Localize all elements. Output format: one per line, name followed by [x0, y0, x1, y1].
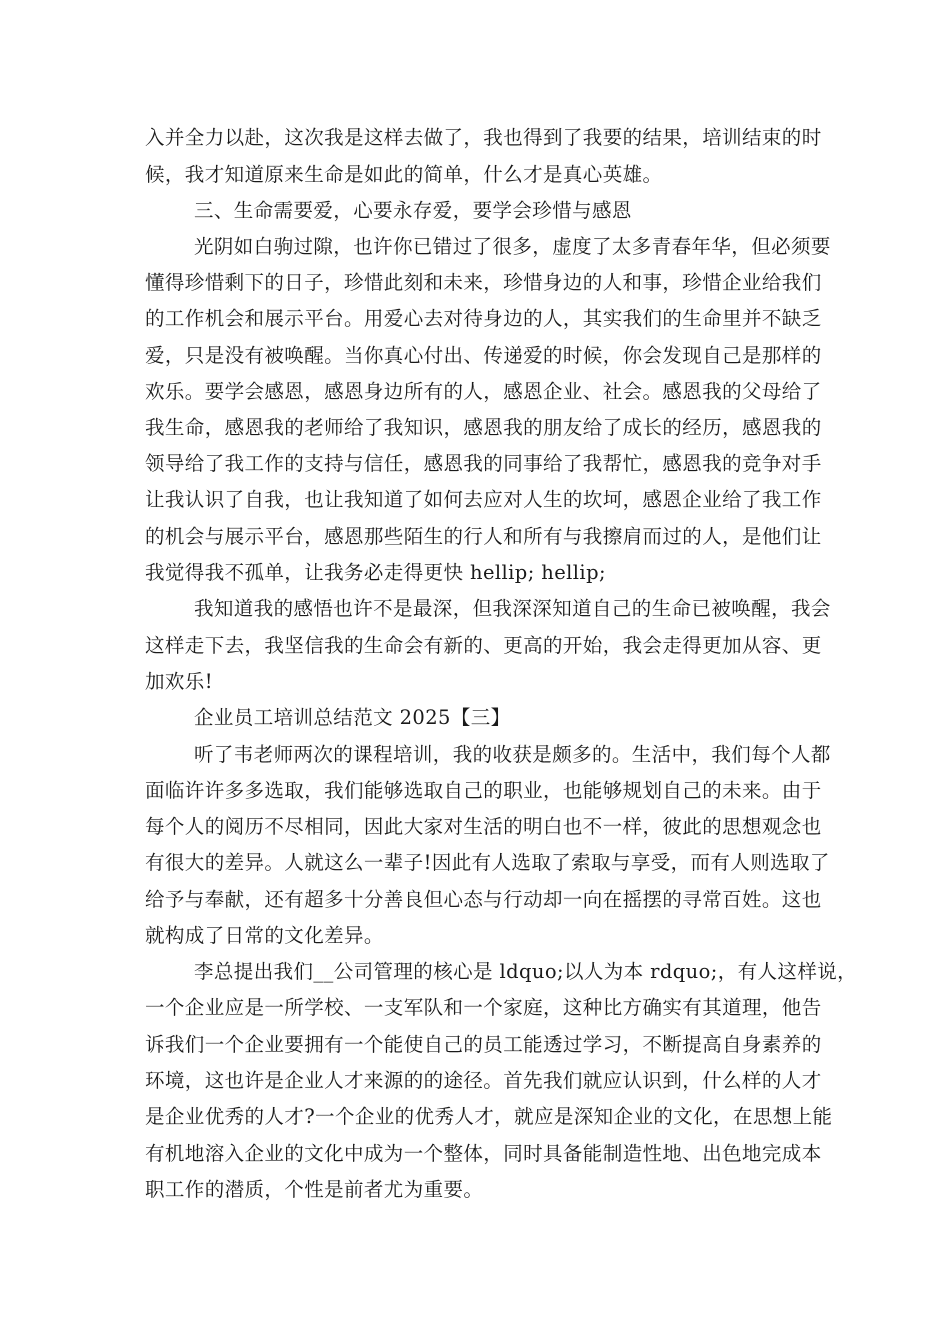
section-heading: 三、生命需要爱，心要永存爱，要学会珍惜与感恩 [194, 199, 632, 222]
text-line: 就构成了日常的文化差异。 [145, 924, 384, 947]
text-line: 是企业优秀的人才?一个企业的优秀人才，就应是深知企业的文化，在思想上能 [145, 1105, 833, 1128]
text-line: 有机地溶入企业的文化中成为一个整体，同时具备能制造性地、出色地完成本 [145, 1142, 822, 1165]
text-line: 的机会与展示平台，感恩那些陌生的行人和所有与我擦肩而过的人，是他们让 [145, 525, 822, 548]
text-line: 面临许许多多选取，我们能够选取自己的职业，也能够规划自己的未来。由于 [145, 779, 822, 802]
text-line: 候，我才知道原来生命是如此的简单，什么才是真心英雄。 [145, 163, 663, 186]
text-line: 加欢乐! [145, 670, 213, 693]
text-line: 的工作机会和展示平台。用爱心去对待身边的人，其实我们的生命里并不缺乏 [145, 307, 822, 330]
text-line: 欢乐。要学会感恩，感恩身边所有的人，感恩企业、社会。感恩我的父母给了 [145, 380, 822, 403]
text-line: 我觉得我不孤单，让我务必走得更快 hellip; hellip; [145, 561, 606, 584]
text-line: 有很大的差异。人就这么一辈子!因此有人选取了索取与享受，而有人则选取了 [145, 851, 830, 874]
text-line: 我生命，感恩我的老师给了我知识，感恩我的朋友给了成长的经历，感恩我的 [145, 416, 822, 439]
text-line: 一个企业应是一所学校、一支军队和一个家庭，这种比方确实有其道理，他告 [145, 996, 822, 1019]
text-line: 领导给了我工作的支持与信任，感恩我的同事给了我帮忙，感恩我的竞争对手 [145, 452, 822, 475]
article-title: 企业员工培训总结范文 2025【三】 [194, 706, 511, 729]
text-line: 给予与奉献，还有超多十分善良但心态与行动却一向在摇摆的寻常百姓。这也 [145, 888, 822, 911]
text-line: 这样走下去，我坚信我的生命会有新的、更高的开始，我会走得更加从容、更 [145, 634, 822, 657]
text-line: 让我认识了自我，也让我知道了如何去应对人生的坎坷，感恩企业给了我工作 [145, 488, 822, 511]
text-line: 环境，这也许是企业人才来源的的途径。首先我们就应认识到，什么样的人才 [145, 1069, 822, 1092]
text-line: 光阴如白驹过隙，也许你已错过了很多，虚度了太多青春年华，但必须要 [194, 235, 831, 258]
text-line: 每个人的阅历不尽相同，因此大家对生活的明白也不一样，彼此的思想观念也 [145, 815, 822, 838]
text-line: 李总提出我们__公司管理的核心是 ldquo;以人为本 rdquo;，有人这样说， [194, 960, 858, 983]
text-line: 爱，只是没有被唤醒。当你真心付出、传递爱的时候，你会发现自己是那样的 [145, 344, 822, 367]
text-line: 我知道我的感悟也许不是最深，但我深深知道自己的生命已被唤醒，我会 [194, 597, 831, 620]
text-line: 入并全力以赴，这次我是这样去做了，我也得到了我要的结果，培训结束的时 [145, 126, 822, 149]
text-line: 职工作的潜质，个性是前者尤为重要。 [145, 1178, 484, 1201]
text-line: 懂得珍惜剩下的日子，珍惜此刻和未来，珍惜身边的人和事，珍惜企业给我们 [145, 271, 822, 294]
text-line: 听了韦老师两次的课程培训，我的收获是颇多的。生活中，我们每个人都 [194, 743, 831, 766]
text-line: 诉我们一个企业要拥有一个能使自己的员工能透过学习，不断提高自身素养的 [145, 1033, 822, 1056]
